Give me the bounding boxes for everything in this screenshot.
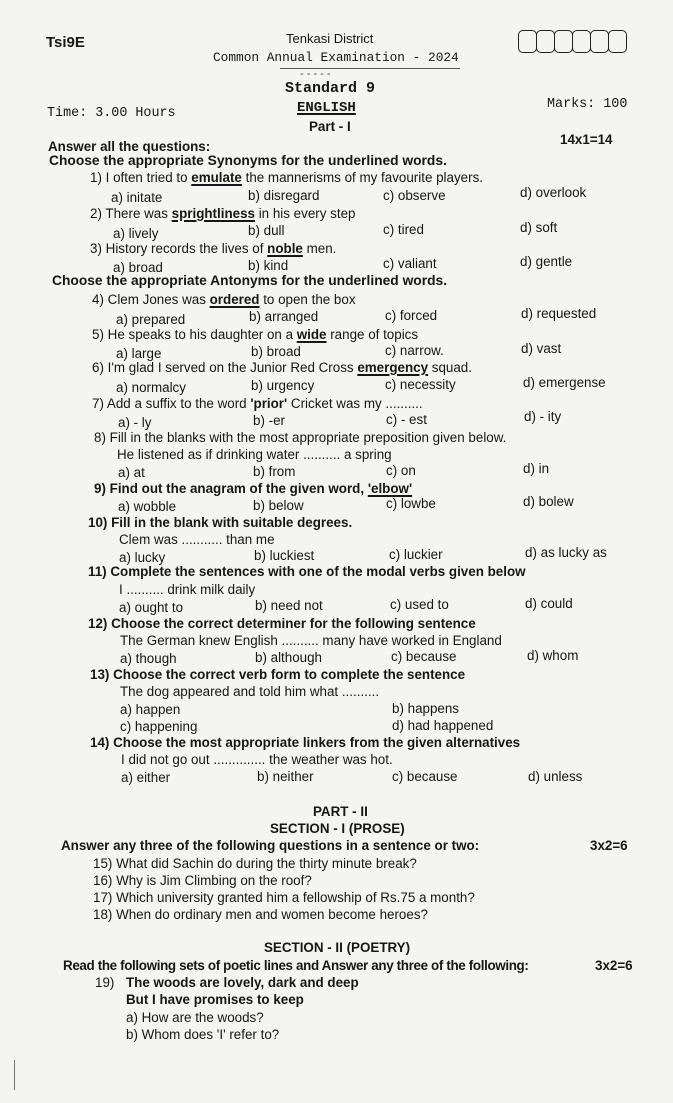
q8-stem: He listened as if drinking water .......... a spring — [117, 447, 392, 462]
q1-option-a: a) initate — [111, 190, 163, 205]
question-6: 6) I'm glad I served on the Junior Red Cross emergency squad. — [92, 360, 472, 375]
q4-option-a: a) prepared — [116, 312, 186, 327]
q11-stem: I .......... drink milk daily — [119, 582, 256, 597]
q4-option-b: b) arranged — [249, 309, 319, 324]
q14-option-c: c) because — [392, 769, 458, 784]
section1-title: SECTION - I (PROSE) — [270, 821, 405, 836]
standard-label: Standard 9 — [285, 80, 376, 97]
q2-option-b: b) dull — [248, 223, 285, 238]
question-17: 17) Which university granted him a fellowship of Rs.75 a month? — [93, 890, 475, 905]
q8-option-b: b) from — [253, 464, 296, 479]
register-box — [536, 30, 555, 53]
q9-option-a: a) wobble — [118, 499, 177, 514]
q6-option-b: b) urgency — [251, 378, 315, 393]
district-title: Tenkasi District — [286, 31, 374, 46]
q8-option-d: d) in — [523, 461, 550, 476]
question-12: 12) Choose the correct determiner for the following sentence — [88, 616, 476, 631]
q10-option-d: d) as lucky as — [525, 545, 607, 560]
question-1: 1) I often tried to emulate the mannerisms of my favourite players. — [90, 170, 483, 185]
q3-option-b: b) kind — [248, 258, 289, 273]
q5-option-b: b) broad — [251, 344, 301, 359]
question-4: 4) Clem Jones was ordered to open the box — [92, 292, 356, 307]
question-19-number: 19) — [95, 975, 115, 990]
q10-option-c: c) luckier — [389, 547, 443, 562]
part2-title: PART - II — [313, 804, 368, 819]
q2-option-c: c) tired — [383, 222, 424, 237]
poem-line-2: But I have promises to keep — [126, 992, 304, 1007]
q9-option-c: c) lowbe — [386, 496, 436, 511]
q13-option-a: a) happen — [120, 702, 181, 717]
question-10: 10) Fill in the blank with suitable degrees. — [88, 515, 353, 530]
q13-option-c: c) happening — [120, 719, 198, 734]
q10-option-b: b) luckiest — [254, 548, 315, 563]
q3-option-d: d) gentle — [520, 254, 573, 269]
q12-option-b: b) although — [255, 650, 323, 665]
question-8: 8) Fill in the blanks with the most appropriate preposition given below. — [94, 430, 507, 445]
register-box — [572, 30, 591, 53]
q13-option-b: b) happens — [392, 701, 460, 716]
question-19a: a) How are the woods? — [126, 1010, 264, 1025]
q12-option-c: c) because — [391, 649, 457, 664]
part1-score: 14x1=14 — [560, 132, 613, 147]
q6-option-c: c) necessity — [385, 377, 456, 392]
section1-score: 3x2=6 — [590, 838, 628, 853]
q6-option-d: d) emergense — [523, 375, 606, 390]
question-18: 18) When do ordinary men and women become heroes? — [93, 907, 428, 922]
q10-stem: Clem was ........... than me — [119, 532, 275, 547]
question-11: 11) Complete the sentences with one of the modal verbs given below — [88, 564, 526, 579]
question-13: 13) Choose the correct verb form to complete the sentence — [90, 667, 466, 682]
q3-option-a: a) broad — [113, 260, 163, 275]
instruction-answer-all: Answer all the questions: — [48, 139, 211, 154]
question-2: 2) There was sprightliness in his every step — [90, 206, 356, 221]
q6-option-a: a) normalcy — [116, 380, 186, 395]
page-fold-mark — [14, 1060, 15, 1090]
question-3: 3) History records the lives of noble men. — [90, 241, 337, 256]
q13-option-d: d) had happened — [392, 718, 494, 733]
q4-option-d: d) requested — [521, 306, 597, 321]
q12-option-d: d) whom — [527, 648, 579, 663]
q14-option-b: b) neither — [257, 769, 314, 784]
q14-option-a: a) either — [121, 770, 171, 785]
subject-label: ENGLISH — [297, 100, 356, 116]
q1-option-d: d) overlook — [520, 185, 587, 200]
register-box — [590, 30, 609, 53]
q7-option-d: d) - ity — [524, 409, 562, 424]
q9-option-d: d) bolew — [523, 494, 574, 509]
register-box — [554, 30, 573, 53]
synonym-heading: Choose the appropriate Synonyms for the underlined words. — [49, 153, 447, 168]
q14-option-d: d) unless — [528, 769, 583, 784]
q5-option-d: d) vast — [521, 341, 562, 356]
poem-line-1: The woods are lovely, dark and deep — [126, 975, 359, 990]
register-number-boxes — [518, 30, 626, 53]
title-dashes: - - - - - — [300, 68, 331, 80]
q11-option-d: d) could — [525, 596, 573, 611]
q1-option-b: b) disregard — [248, 188, 320, 203]
q12-option-a: a) though — [120, 651, 177, 666]
q7-option-c: c) - est — [386, 412, 427, 427]
q8-option-a: a) at — [118, 465, 145, 480]
time-label: Time: 3.00 Hours — [47, 106, 176, 121]
register-box — [518, 30, 537, 53]
q12-stem: The German knew English .......... many have worked in England — [120, 633, 502, 648]
q5-option-a: a) large — [116, 346, 162, 361]
q7-option-b: b) -er — [253, 413, 285, 428]
question-14: 14) Choose the most appropriate linkers from the given alternatives — [90, 735, 521, 750]
q11-option-c: c) used to — [390, 597, 449, 612]
marks-label: Marks: 100 — [547, 97, 628, 112]
q3-option-c: c) valiant — [383, 256, 437, 271]
q13-stem: The dog appeared and told him what .......... — [120, 684, 380, 699]
question-16: 16) Why is Jim Climbing on the roof? — [93, 873, 312, 888]
q4-option-c: c) forced — [385, 308, 438, 323]
register-box — [608, 30, 627, 53]
question-19b: b) Whom does 'I' refer to? — [126, 1027, 280, 1042]
q1-option-c: c) observe — [383, 188, 446, 203]
part-label: Part - I — [309, 119, 351, 134]
q2-option-d: d) soft — [520, 220, 558, 235]
question-5: 5) He speaks to his daughter on a wide range of topics — [92, 327, 419, 342]
section2-score: 3x2=6 — [595, 958, 633, 973]
paper-code: Tsi9E — [46, 34, 85, 51]
section2-title: SECTION - II (POETRY) — [264, 940, 411, 955]
question-9: 9) Find out the anagram of the given word, 'elbow' — [94, 481, 413, 496]
q7-option-a: a) - ly — [118, 415, 152, 430]
q2-option-a: a) lively — [113, 226, 159, 241]
q14-stem: I did not go out .............. the weather was hot. — [121, 752, 393, 767]
question-15: 15) What did Sachin do during the thirty minute break? — [93, 856, 417, 871]
q5-option-c: c) narrow. — [385, 343, 444, 358]
exam-title: Common Annual Examination - 2024 — [213, 50, 459, 65]
section2-instruction: Read the following sets of poetic lines and Answer any three of the following: — [63, 958, 529, 973]
question-7: 7) Add a suffix to the word 'prior' Cricket was my .......... — [92, 396, 423, 411]
q9-option-b: b) below — [253, 498, 304, 513]
section1-instruction: Answer any three of the following questions in a sentence or two: — [61, 838, 480, 853]
q8-option-c: c) on — [386, 463, 416, 478]
q11-option-b: b) need not — [255, 598, 323, 613]
antonym-heading: Choose the appropriate Antonyms for the underlined words. — [52, 273, 448, 288]
q11-option-a: a) ought to — [119, 600, 184, 615]
q10-option-a: a) lucky — [119, 550, 166, 565]
